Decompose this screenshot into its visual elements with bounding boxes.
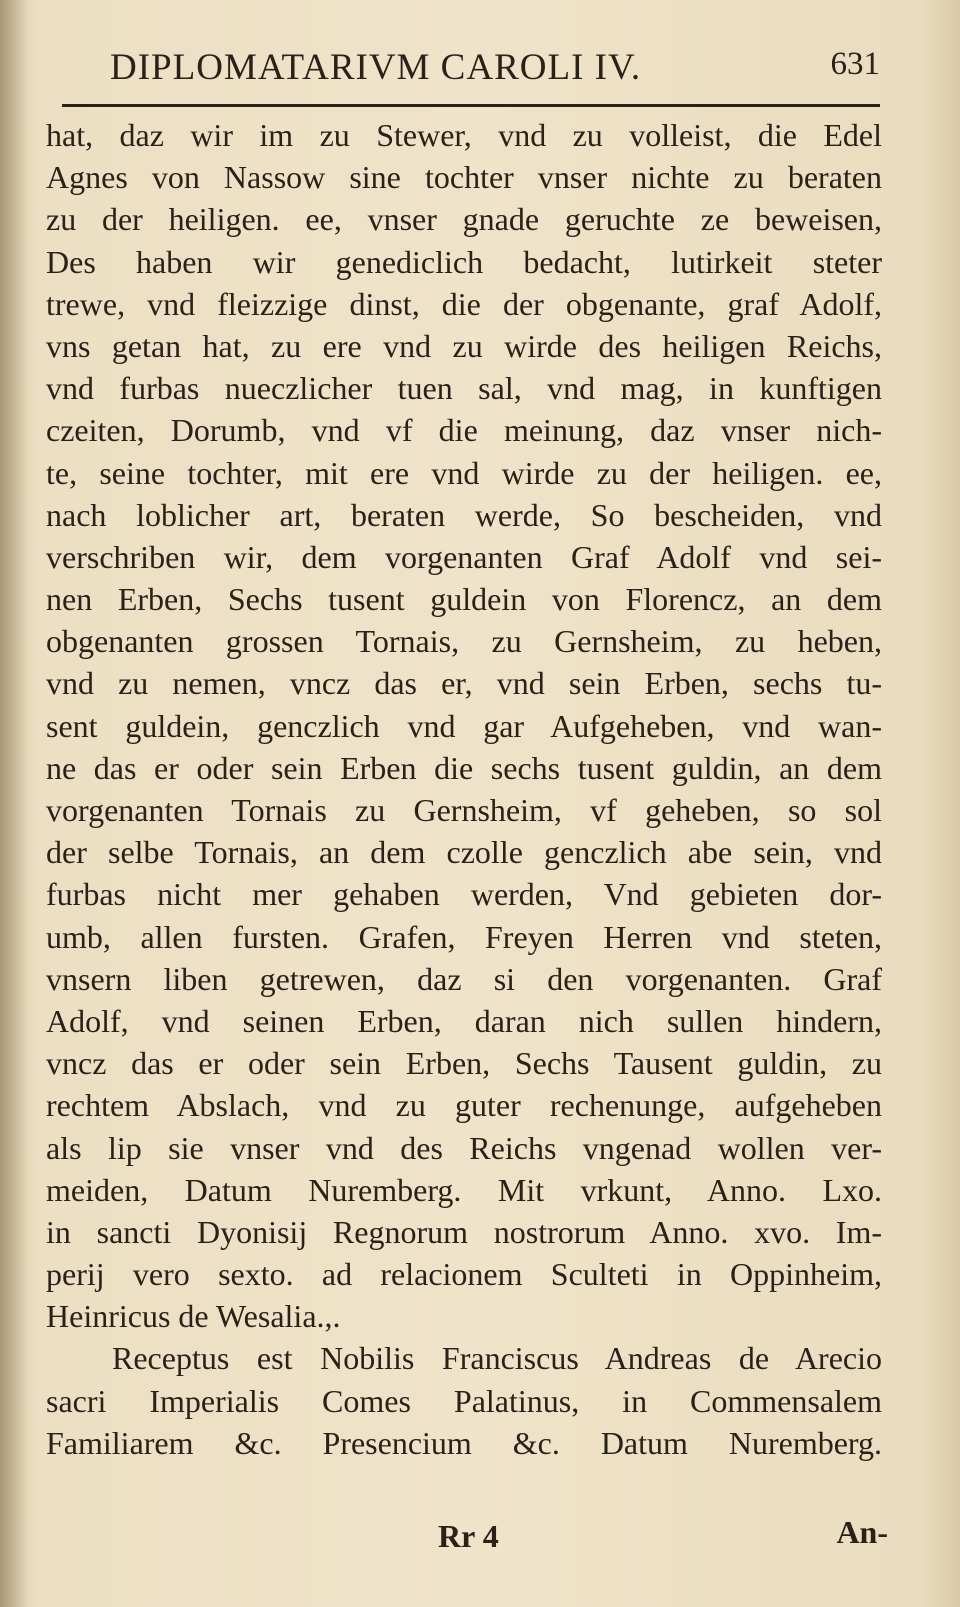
text-line: Des haben wir genediclich bedacht, lutirkeit steter xyxy=(46,243,882,280)
text-line: vnd furbas nueczlicher tuen sal, vnd mag, in kunftigen xyxy=(46,370,882,407)
header-rule xyxy=(62,104,880,107)
text-line: czeiten, Dorumb, vnd vf die meinung, daz vnser nich- xyxy=(46,412,882,449)
text-line: perij vero sexto. ad relacionem Sculteti in Oppinheim, xyxy=(46,1256,882,1293)
text-line: sent guldein, genczlich vnd gar Aufgeheben, vnd wan- xyxy=(46,707,882,744)
text-line: hat, daz wir im zu Stewer, vnd zu volleist, die Edel xyxy=(46,117,882,153)
signature-mark: Rr 4 xyxy=(438,1518,499,1554)
text-line: vns getan hat, zu ere vnd zu wirde des heiligen Reichs, xyxy=(46,327,882,364)
text-line: Agnes von Nassow sine tochter vnser nichte zu beraten xyxy=(46,159,882,196)
text-line: trewe, vnd fleizzige dinst, die der obgenante, graf Adolf, xyxy=(46,285,882,322)
text-line: vorgenanten Tornais zu Gernsheim, vf geheben, so sol xyxy=(46,792,882,828)
text-line: zu der heiligen. ee, vnser gnade geruchte ze beweisen, xyxy=(46,201,882,238)
text-line: in sancti Dyonisij Regnorum nostrorum Anno. xvo. Im- xyxy=(46,1213,882,1250)
body-text xyxy=(46,114,882,1464)
text-line: vnd zu nemen, vncz das er, vnd sein Erben, sechs tu- xyxy=(46,665,882,702)
text-line: Adolf, vnd seinen Erben, daran nich sullen hindern, xyxy=(46,1002,882,1039)
text-line: verschriben wir, dem vorgenanten Graf Adolf vnd sei- xyxy=(46,538,882,575)
spine-shadow xyxy=(0,0,28,1607)
text-line: vncz das er oder sein Erben, Sechs Tausent guldin, zu xyxy=(46,1045,882,1082)
catchword: An- xyxy=(836,1514,888,1550)
text-line: als lip sie vnser vnd des Reichs vngenad wollen ver- xyxy=(46,1129,882,1166)
running-title: DIPLOMATARIVM CAROLI IV. xyxy=(110,47,642,88)
text-line: te, seine tochter, mit ere vnd wirde zu der heiligen. ee, xyxy=(46,454,882,491)
page-header xyxy=(110,40,880,100)
text-line: meiden, Datum Nuremberg. Mit vrkunt, Anno. Lxo. xyxy=(46,1171,882,1208)
text-line: nen Erben, Sechs tusent guldein von Florencz, an dem xyxy=(46,581,882,618)
text-line: der selbe Tornais, an dem czolle genczlich abe sein, vnd xyxy=(46,834,882,871)
text-line: obgenanten grossen Tornais, zu Gernsheim, zu heben, xyxy=(46,623,882,660)
text-line: sacri Imperialis Comes Palatinus, in Commensalem xyxy=(46,1382,882,1419)
text-line: nach loblicher art, beraten werde, So bescheiden, vnd xyxy=(46,496,882,533)
text-line: rechtem Abslach, vnd zu guter rechenunge, aufgeheben xyxy=(46,1087,882,1124)
text-line: umb, allen fursten. Grafen, Freyen Herren vnd steten, xyxy=(46,918,882,955)
text-line: Receptus est Nobilis Franciscus Andreas de Arecio xyxy=(112,1340,882,1377)
page-number: 631 xyxy=(830,46,880,82)
text-line: furbas nicht mer gehaben werden, Vnd gebieten dor- xyxy=(46,876,882,913)
text-line: ne das er oder sein Erben die sechs tusent guldin, an dem xyxy=(46,749,882,786)
text-line: Familiarem &c. Presencium &c. Datum Nuremberg. xyxy=(46,1424,882,1461)
text-line: vnsern liben getrewen, daz si den vorgenanten. Graf xyxy=(46,960,882,997)
text-line: Heinricus de Wesalia.,. xyxy=(46,1298,341,1335)
